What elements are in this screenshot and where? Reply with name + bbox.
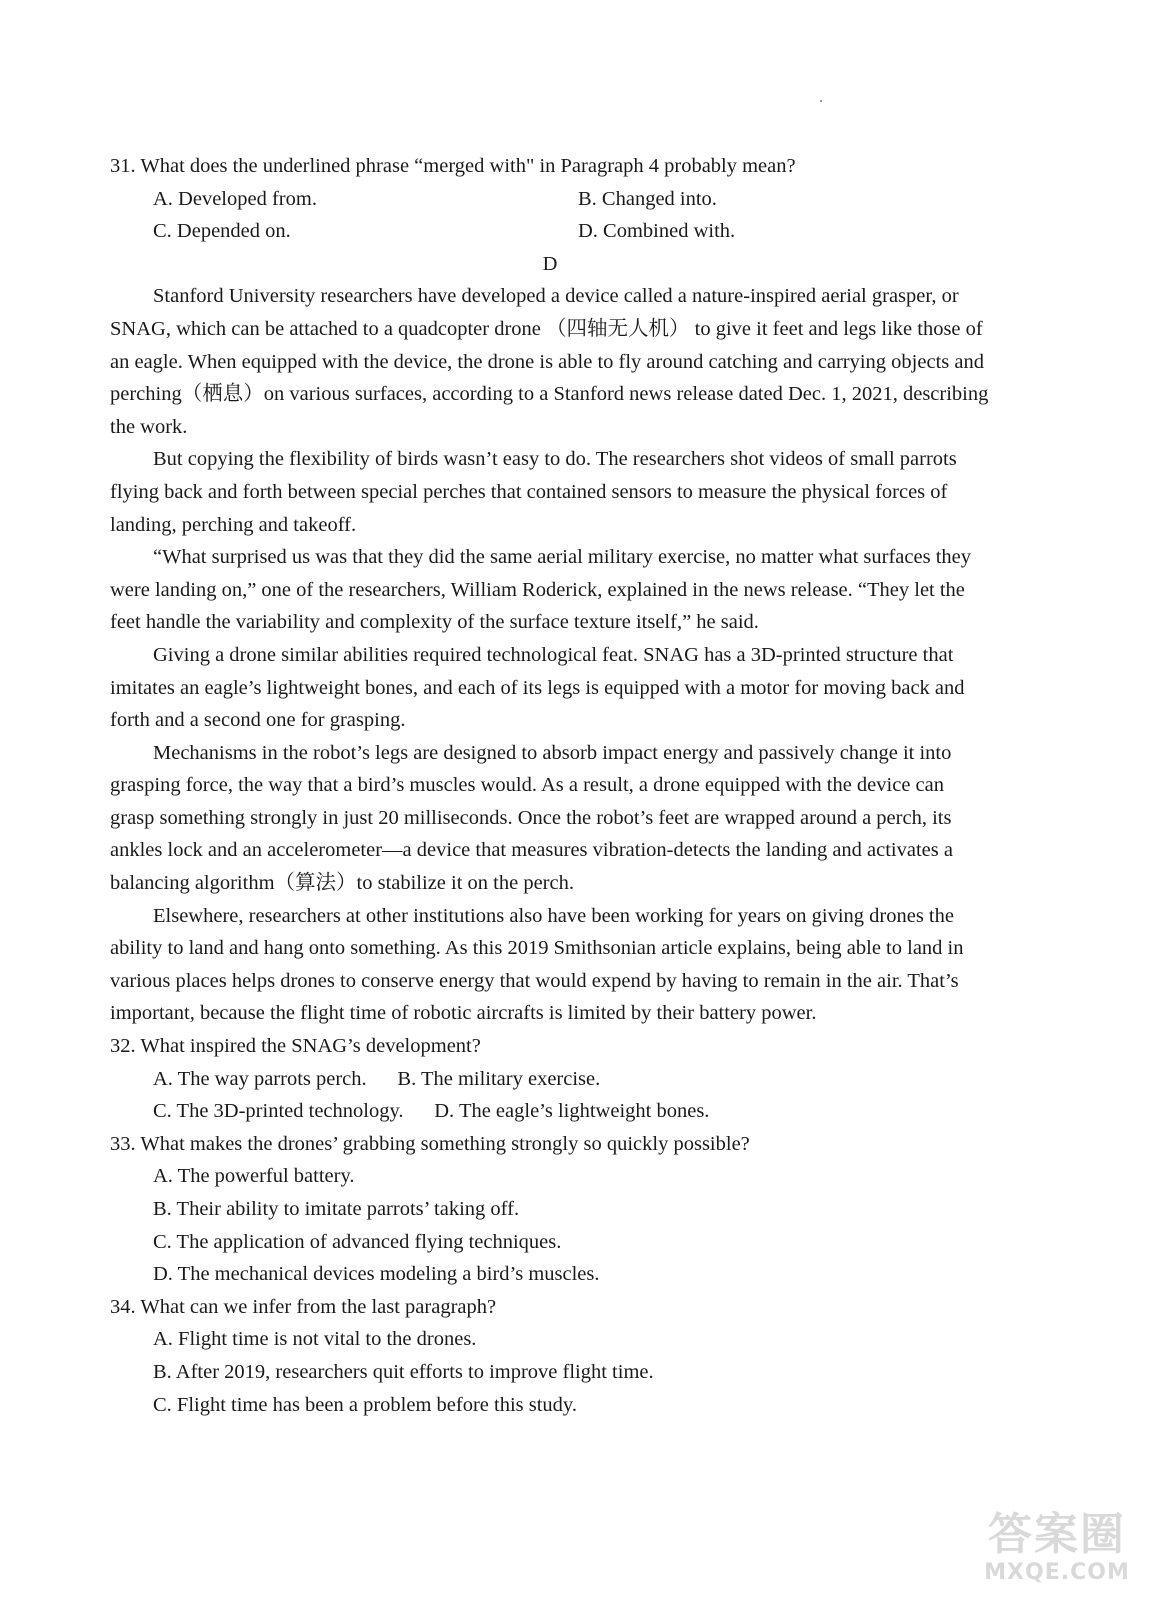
passage-line: Mechanisms in the robot’s legs are designed to absorb impact energy and passively change it into (153, 741, 952, 764)
passage-line: the work. (110, 415, 188, 438)
question-33-stem: 33. What makes the drones’ grabbing something strongly so quickly possible? (110, 1132, 750, 1155)
question-31-option-c: C. Depended on. (153, 220, 291, 243)
question-34-option-c: C. Flight time has been a problem before this study. (153, 1393, 577, 1416)
passage-line: perching（栖息）on various surfaces, according to a Stanford news release dated Dec. 1, 2021, describing (110, 383, 989, 406)
passage-line: Giving a drone similar abilities required technological feat. SNAG has a 3D-printed structure that (153, 643, 954, 666)
question-31-option-a: A. Developed from. (153, 187, 317, 210)
question-32-stem: 32. What inspired the SNAG’s development? (110, 1035, 481, 1058)
question-34-option-a: A. Flight time is not vital to the drones. (153, 1328, 477, 1351)
site-watermark (972, 1510, 1142, 1592)
passage-line: flying back and forth between special perches that contained sensors to measure the physical forces of (110, 480, 948, 503)
passage-line: various places helps drones to conserve energy that would expend by having to remain in the air. That’s (110, 969, 959, 992)
passage-line: Elsewhere, researchers at other institutions also have been working for years on giving drones the (153, 904, 954, 927)
question-31-option-d: D. Combined with. (578, 220, 736, 243)
passage-line: ankles lock and an accelerometer—a device that measures vibration-detects the landing and activates a (110, 839, 953, 862)
passage-line: were landing on,” one of the researchers, William Roderick, explained in the news release. “They let the (110, 578, 965, 601)
passage-line: an eagle. When equipped with the device, the drone is able to fly around catching and carrying objects and (110, 350, 984, 373)
question-33-option-a: A. The powerful battery. (153, 1165, 355, 1188)
passage-line: important, because the flight time of robotic aircrafts is limited by their battery power. (110, 1002, 817, 1025)
passage-line: SNAG, which can be attached to a quadcopter drone （四轴无人机） to give it feet and legs like those of (110, 317, 983, 340)
question-31-options-row-1 (110, 183, 1040, 216)
question-33-option-b: B. Their ability to imitate parrots’ taking off. (153, 1198, 520, 1220)
speck (820, 100, 822, 102)
passage-line: forth and a second one for grasping. (110, 709, 406, 732)
passage-line: grasp something strongly in just 20 milliseconds. Once the robot’s feet are wrapped around a perch, its (110, 806, 952, 829)
question-33-option-d: D. The mechanical devices modeling a bird’s muscles. (153, 1263, 600, 1286)
passage-line: imitates an eagle’s lightweight bones, and each of its legs is equipped with a motor for moving back and (110, 676, 965, 699)
watermark-logo: 答案圈 (988, 1509, 1126, 1560)
question-31-option-b: B. Changed into. (578, 187, 717, 210)
watermark-url: MXQE.COM (984, 1560, 1130, 1585)
passage-paragraph-6 (110, 900, 1040, 1030)
passage-paragraph-2 (110, 443, 1040, 541)
question-34-option-b: B. After 2019, researchers quit efforts to improve flight time. (153, 1360, 654, 1383)
passage-paragraph-3 (110, 541, 1040, 639)
question-31-stem: 31. What does the underlined phrase “merged with" in Paragraph 4 probably mean? (110, 155, 796, 177)
question-32-options-row-1: A. The way parrots perch. B. The military exercise. (153, 1067, 601, 1090)
exam-page (110, 150, 1040, 1421)
passage-line: But copying the flexibility of birds wasn’t easy to do. The researchers shot videos of small parrots (153, 448, 957, 471)
question-31-options-row-2 (110, 215, 1040, 248)
question-33-option-c: C. The application of advanced flying techniques. (153, 1230, 562, 1253)
passage-line: balancing algorithm（算法）to stabilize it on the perch. (110, 872, 574, 895)
section-label: D (542, 252, 558, 275)
passage-line: “What surprised us was that they did the same aerial military exercise, no matter what surfaces they (153, 546, 971, 569)
passage-paragraph-5 (110, 737, 1040, 900)
question-34-stem: 34. What can we infer from the last paragraph? (110, 1295, 497, 1318)
passage-line: ability to land and hang onto something. As this 2019 Smithsonian article explains, being able to land in (110, 937, 964, 960)
passage-paragraph-4 (110, 639, 1040, 737)
passage-line: grasping force, the way that a bird’s muscles would. As a result, a drone equipped with the device can (110, 774, 944, 797)
question-32-options-row-2: C. The 3D-printed technology. D. The eagle’s lightweight bones. (153, 1100, 710, 1123)
passage-line: feet handle the variability and complexity of the surface texture itself,” he said. (110, 611, 759, 634)
passage-line: Stanford University researchers have developed a device called a nature-inspired aerial grasper, or (153, 285, 959, 308)
passage-paragraph-1 (110, 280, 1040, 443)
passage-line: landing, perching and takeoff. (110, 513, 357, 536)
